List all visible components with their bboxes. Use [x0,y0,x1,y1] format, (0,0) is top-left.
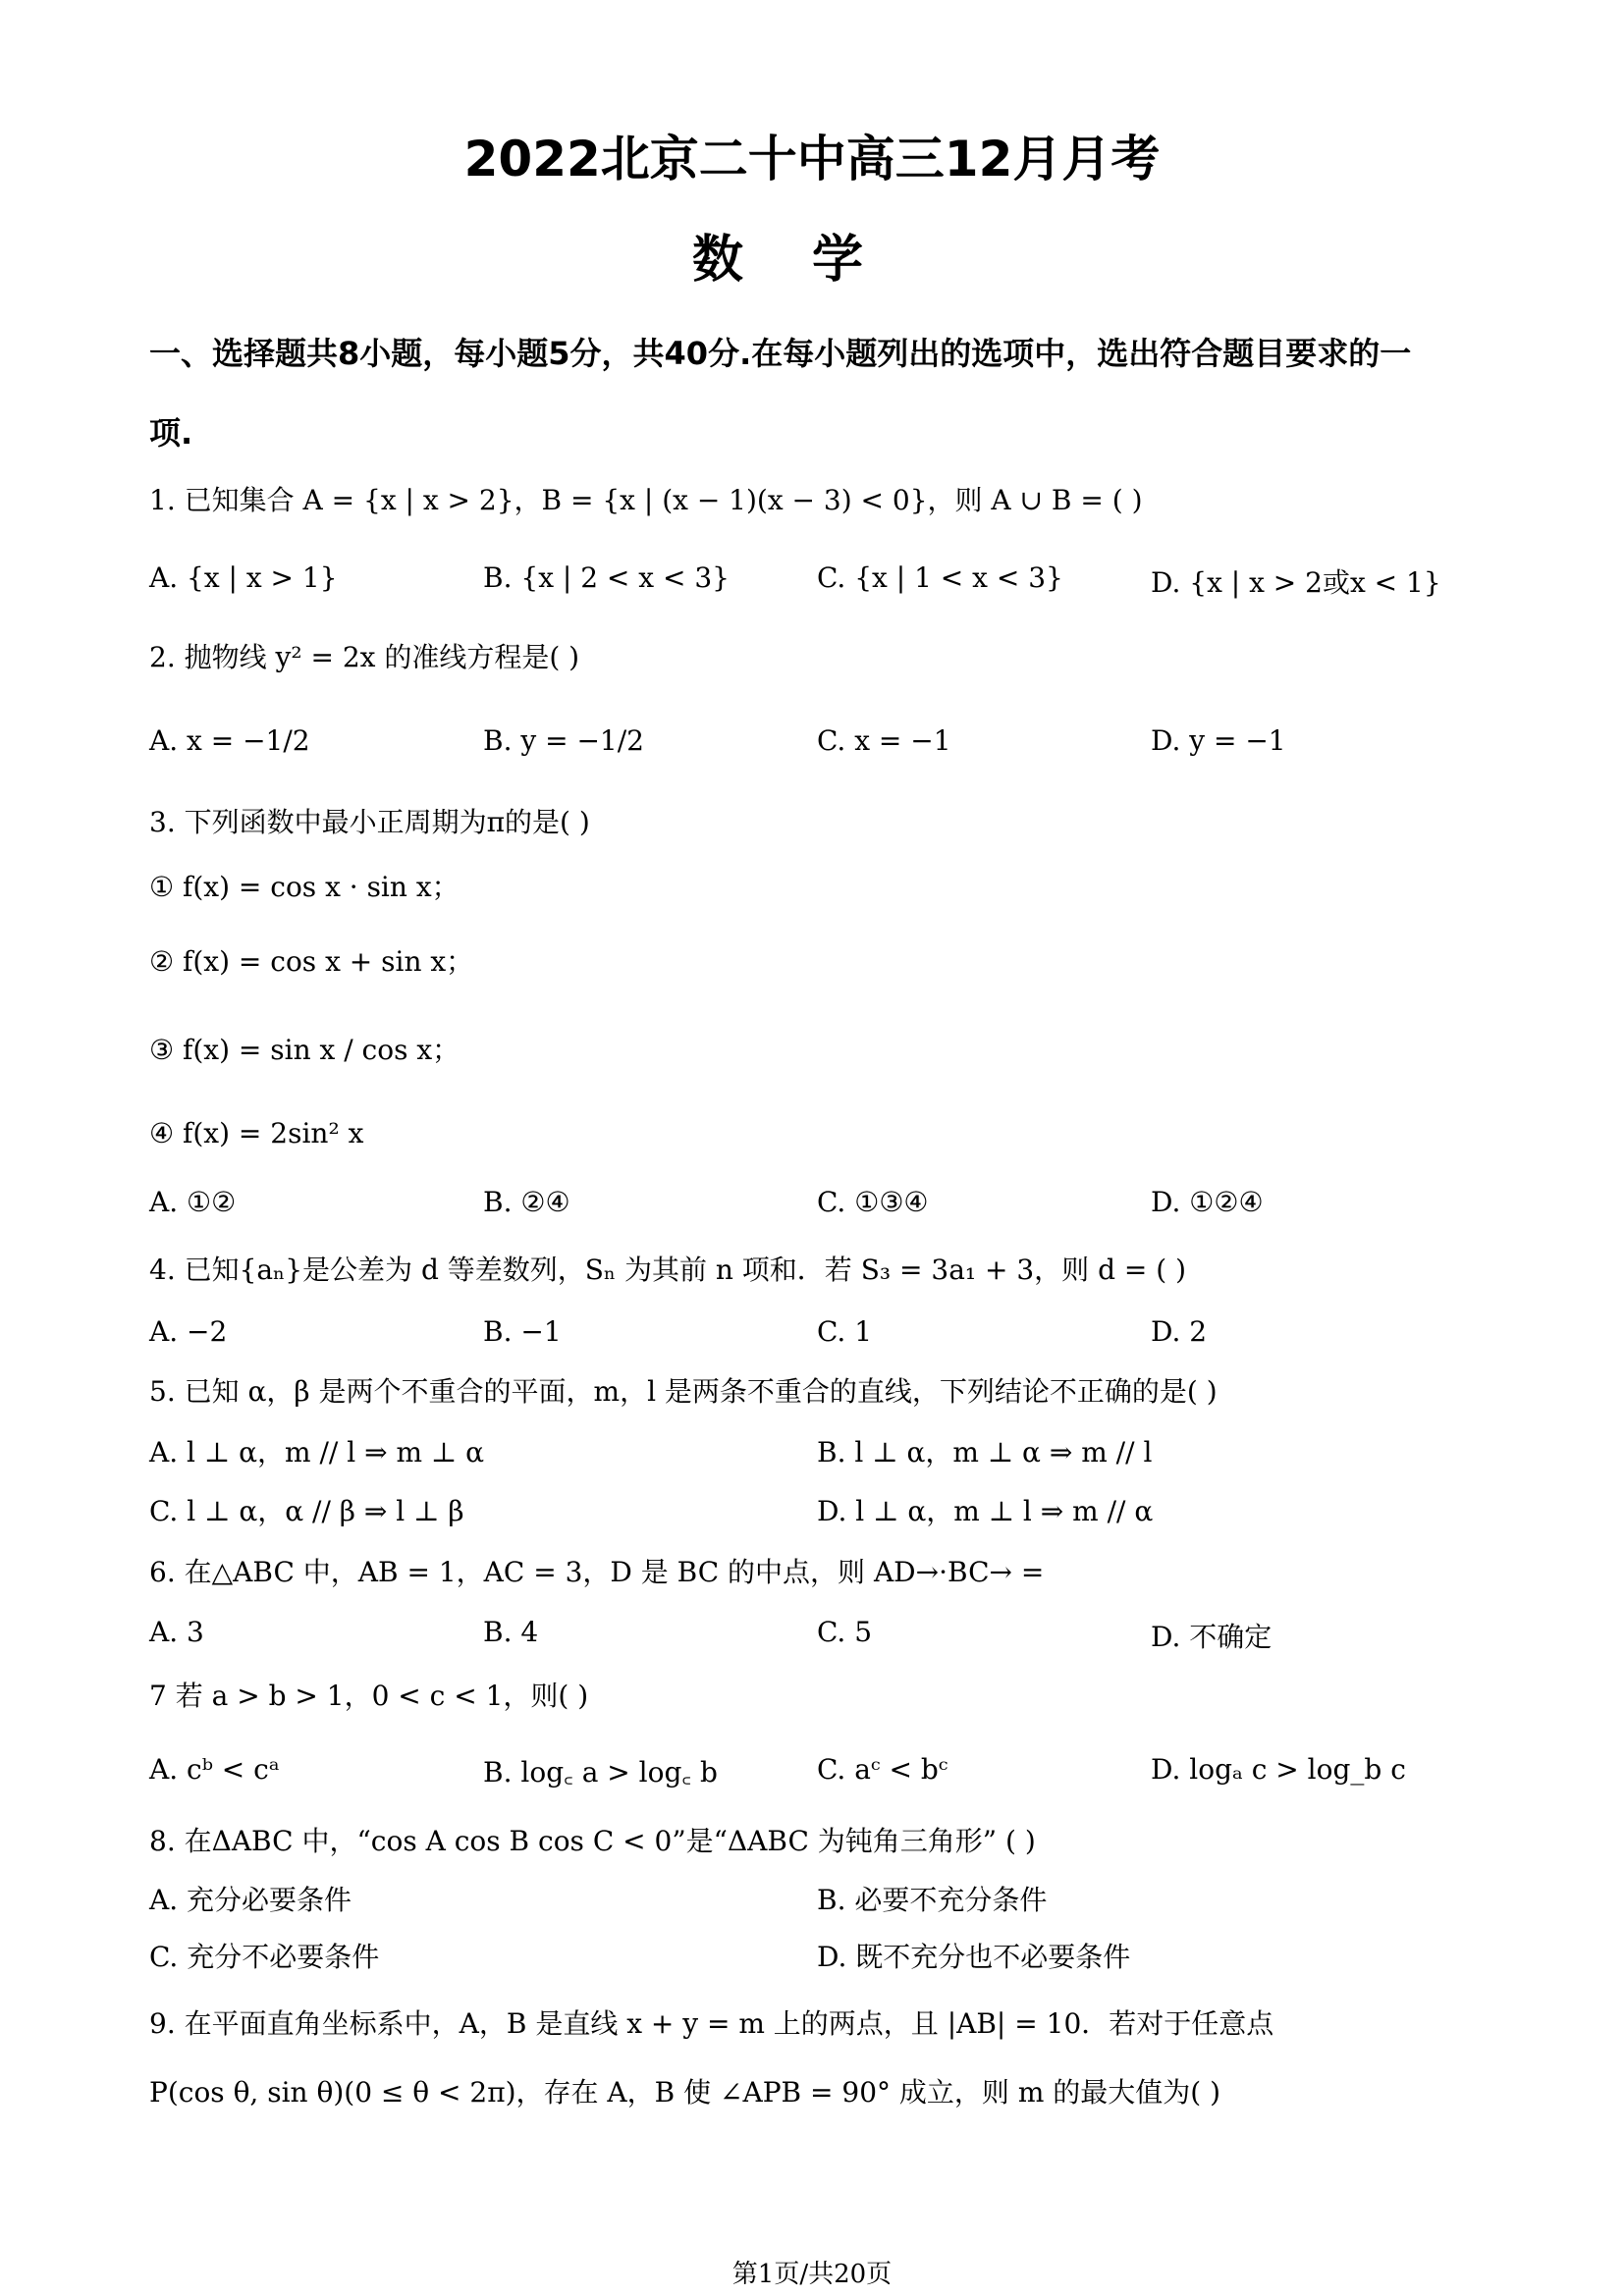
q2-option-a: A. x = −1/2 [149,724,310,757]
q8-stem: 8. 在ΔABC 中，“cos A cos B cos C < 0”是“ΔABC 为钝角三角形” ( ) [149,1825,1036,1857]
q5-option-c: C. l ⊥ α，α // β ⇒ l ⊥ β [149,1495,464,1527]
page-title: 2022北京二十中高三12月月考 [463,131,1161,187]
q7-option-b: B. log꜀ a > log꜀ b [483,1756,718,1789]
q4-option-a: A. −2 [149,1315,228,1348]
q3-option-b: B. ②④ [483,1186,570,1218]
q5-option-d: D. l ⊥ α，m ⊥ l ⇒ m // α [817,1495,1154,1527]
q6-stem: 6. 在△ABC 中，AB = 1，AC = 3，D 是 BC 的中点，则 AD→·BC→ = [149,1556,1045,1588]
q5-stem: 5. 已知 α，β 是两个不重合的平面，m，l 是两条不重合的直线，下列结论不正确的是( ) [149,1375,1218,1408]
q4-option-c: C. 1 [817,1315,873,1348]
q8-option-a: A. 充分必要条件 [149,1884,352,1916]
q1-option-c: C. {x | 1 < x < 3} [817,561,1063,594]
q5-option-a: A. l ⊥ α，m // l ⇒ m ⊥ α [149,1436,485,1468]
q9-stem-line1: 9. 在平面直角坐标系中，A，B 是直线 x + y = m 上的两点，且 |AB| = 10．若对于任意点 [149,2007,1274,2040]
section-heading-line2: 项. [149,414,193,452]
q4-option-b: B. −1 [483,1315,562,1348]
q8-option-d: D. 既不充分也不必要条件 [817,1941,1131,1973]
q4-option-d: D. 2 [1151,1315,1208,1348]
q7-stem: 7 若 a > b > 1，0 < c < 1，则( ) [149,1680,589,1712]
q7-option-a: A. cᵇ < cᵃ [149,1753,280,1786]
q9-stem-line2: P(cos θ, sin θ)(0 ≤ θ < 2π)，存在 A，B 使 ∠APB = 90° 成立，则 m 的最大值为( ) [149,2076,1221,2109]
subject-title: 数学 [691,231,932,290]
page-number: 第1页/共20页 [731,2260,893,2289]
q5-option-b: B. l ⊥ α，m ⊥ α ⇒ m // l [817,1436,1153,1468]
q3-option-a: A. ①② [149,1186,237,1218]
q6-option-b: B. 4 [483,1616,539,1648]
q1-option-b: B. {x | 2 < x < 3} [483,561,730,594]
q8-option-c: C. 充分不必要条件 [149,1941,380,1973]
q2-option-b: B. y = −1/2 [483,724,644,757]
section-heading-line1: 一、选择题共8小题，每小题5分，共40分.在每小题列出的选项中，选出符合题目要求的一 [149,335,1412,372]
q3-item-1: ① f(x) = cos x · sin x； [149,871,460,903]
q1-stem: 1. 已知集合 A = {x | x > 2}，B = {x | (x − 1)(x − 3) < 0}，则 A ∪ B = ( ) [149,484,1143,516]
q2-option-c: C. x = −1 [817,724,951,757]
q2-option-d: D. y = −1 [1151,724,1286,757]
q3-stem: 3. 下列函数中最小正周期为π的是( ) [149,806,590,838]
q3-item-2: ② f(x) = cos x + sin x； [149,945,474,978]
q3-item-4: ④ f(x) = 2sin² x [149,1117,364,1149]
q3-option-d: D. ①②④ [1151,1186,1264,1218]
q7-option-c: C. aᶜ < bᶜ [817,1753,948,1786]
q6-option-d: D. 不确定 [1151,1621,1272,1653]
q3-option-c: C. ①③④ [817,1186,929,1218]
q6-option-c: C. 5 [817,1616,873,1648]
q1-option-a: A. {x | x > 1} [149,561,338,594]
q8-option-b: B. 必要不充分条件 [817,1884,1048,1916]
q2-stem: 2. 抛物线 y² = 2x 的准线方程是( ) [149,641,580,673]
q7-option-d: D. logₐ c > log_b c [1151,1753,1406,1786]
q4-stem: 4. 已知{aₙ}是公差为 d 等差数列，Sₙ 为其前 n 项和．若 S₃ = 3a₁ + 3，则 d = ( ) [149,1254,1187,1286]
q6-option-a: A. 3 [149,1616,204,1648]
q1-option-d: D. {x | x > 2或x < 1} [1151,566,1441,599]
q3-item-3: ③ f(x) = sin x / cos x； [149,1034,460,1066]
